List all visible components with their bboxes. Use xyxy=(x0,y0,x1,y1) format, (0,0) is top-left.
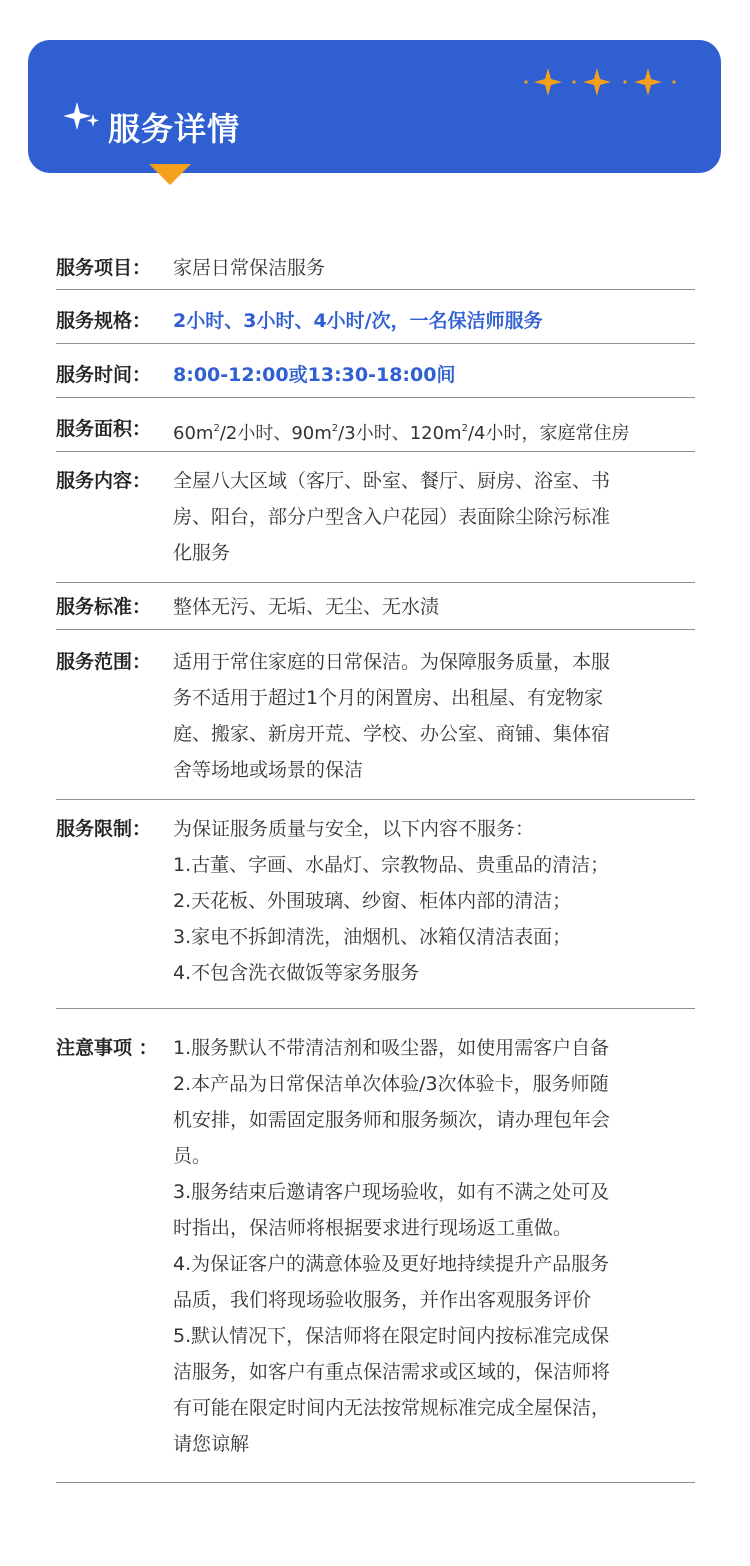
service-standard-label: 服务标准： xyxy=(56,596,152,618)
row-service-content xyxy=(56,463,695,583)
service-area-value xyxy=(173,411,695,452)
content-line: 全屋八大区域（客厅、卧室、餐厅、厨房、浴室、书 xyxy=(173,470,611,492)
notes-line: 3.服务结束后邀请客户现场验收，如有不满之处可及 xyxy=(173,1181,610,1203)
service-time-label: 服务时间： xyxy=(56,364,152,386)
area-sup-3: 2 xyxy=(461,423,468,434)
limits-line: 4.不包含洗衣做饭等家务服务 xyxy=(173,962,420,984)
scope-line: 庭、搬家、新房开荒、学校、办公室、商铺、集体宿 xyxy=(173,723,611,745)
notes-line: 时指出，保洁师将根据要求进行现场返工重做。 xyxy=(173,1217,573,1239)
service-limits-label: 服务限制： xyxy=(56,818,152,840)
row-service-limits xyxy=(56,811,695,1009)
notes-value xyxy=(173,1030,695,1462)
notes-line: 请您谅解 xyxy=(173,1433,250,1455)
row-service-scope xyxy=(56,644,695,800)
notes-line: 员。 xyxy=(173,1145,212,1167)
notes-line: 5.默认情况下，保洁师将在限定时间内按标准完成保 xyxy=(173,1325,610,1347)
notes-label: 注意事项 ： xyxy=(56,1037,158,1059)
service-spec-value: 2小时、3小时、4小时/次，一名保洁师服务 xyxy=(173,310,543,332)
notes-line: 品质，我们将现场验收服务，并作出客观服务评价 xyxy=(173,1289,592,1311)
limits-line: 3.家电不拆卸清洗，油烟机、冰箱仅清洁表面； xyxy=(173,926,572,948)
area-sup-1: 2 xyxy=(213,423,220,434)
service-item-value: 家居日常保洁服务 xyxy=(173,257,326,279)
area-part-4: /4小时，家庭常住房 xyxy=(467,423,630,444)
row-service-area xyxy=(56,411,695,452)
service-area-label: 服务面积： xyxy=(56,418,152,440)
header-pointer-icon xyxy=(149,164,191,185)
area-part-1: 60m xyxy=(173,423,214,444)
service-content-value xyxy=(173,463,695,571)
content-line: 房、阳台，部分户型含入户花园）表面除尘除污标准 xyxy=(173,506,611,528)
notes-line: 洁服务，如客户有重点保洁需求或区域的，保洁师将 xyxy=(173,1361,611,1383)
limits-line: 2.天花板、外围玻璃、纱窗、柜体内部的清洁； xyxy=(173,890,572,912)
area-part-2: /2小时、90m xyxy=(219,423,332,444)
notes-line: 有可能在限定时间内无法按常规标准完成全屋保洁， xyxy=(173,1397,611,1419)
page-title: 服务详情 xyxy=(108,110,241,148)
notes-line: 机安排，如需固定服务师和服务频次，请办理包年会 xyxy=(173,1109,611,1131)
service-limits-value xyxy=(173,811,695,991)
notes-line: 1.服务默认不带清洁剂和吸尘器，如使用需客户自备 xyxy=(173,1037,610,1059)
service-item-label: 服务项目： xyxy=(56,257,152,279)
content-line: 化服务 xyxy=(173,542,231,564)
service-time-value: 8:00-12:00或13:30-18:00间 xyxy=(173,364,456,386)
service-standard-value: 整体无污、无垢、无尘、无水渍 xyxy=(173,596,440,618)
row-service-time xyxy=(56,357,695,398)
scope-line: 舍等场地或场景的保洁 xyxy=(173,759,364,781)
scope-line: 务不适用于超过1个月的闲置房、出租屋、有宠物家 xyxy=(173,687,604,709)
service-spec-label: 服务规格： xyxy=(56,310,152,332)
limits-line: 为保证服务质量与安全，以下内容不服务： xyxy=(173,818,535,840)
scope-line: 适用于常住家庭的日常保洁。为保障服务质量，本服 xyxy=(173,651,611,673)
row-service-item xyxy=(56,250,695,290)
area-sup-2: 2 xyxy=(331,423,339,434)
service-scope-label: 服务范围： xyxy=(56,651,152,673)
notes-line: 2.本产品为日常保洁单次体验/3次体验卡，服务师随 xyxy=(173,1073,609,1095)
row-notes xyxy=(56,1030,695,1483)
row-service-spec xyxy=(56,303,695,344)
star-decoration-icon xyxy=(522,64,680,100)
limits-line: 1.古董、字画、水晶灯、宗教物品、贵重品的清洁； xyxy=(173,854,610,876)
service-scope-value xyxy=(173,644,695,788)
sparkle-icon xyxy=(64,100,102,134)
service-content-label: 服务内容： xyxy=(56,470,152,492)
notes-line: 4.为保证客户的满意体验及更好地持续提升产品服务 xyxy=(173,1253,610,1275)
row-service-standard xyxy=(56,589,695,630)
area-part-3: /3小时、120m xyxy=(338,423,462,444)
